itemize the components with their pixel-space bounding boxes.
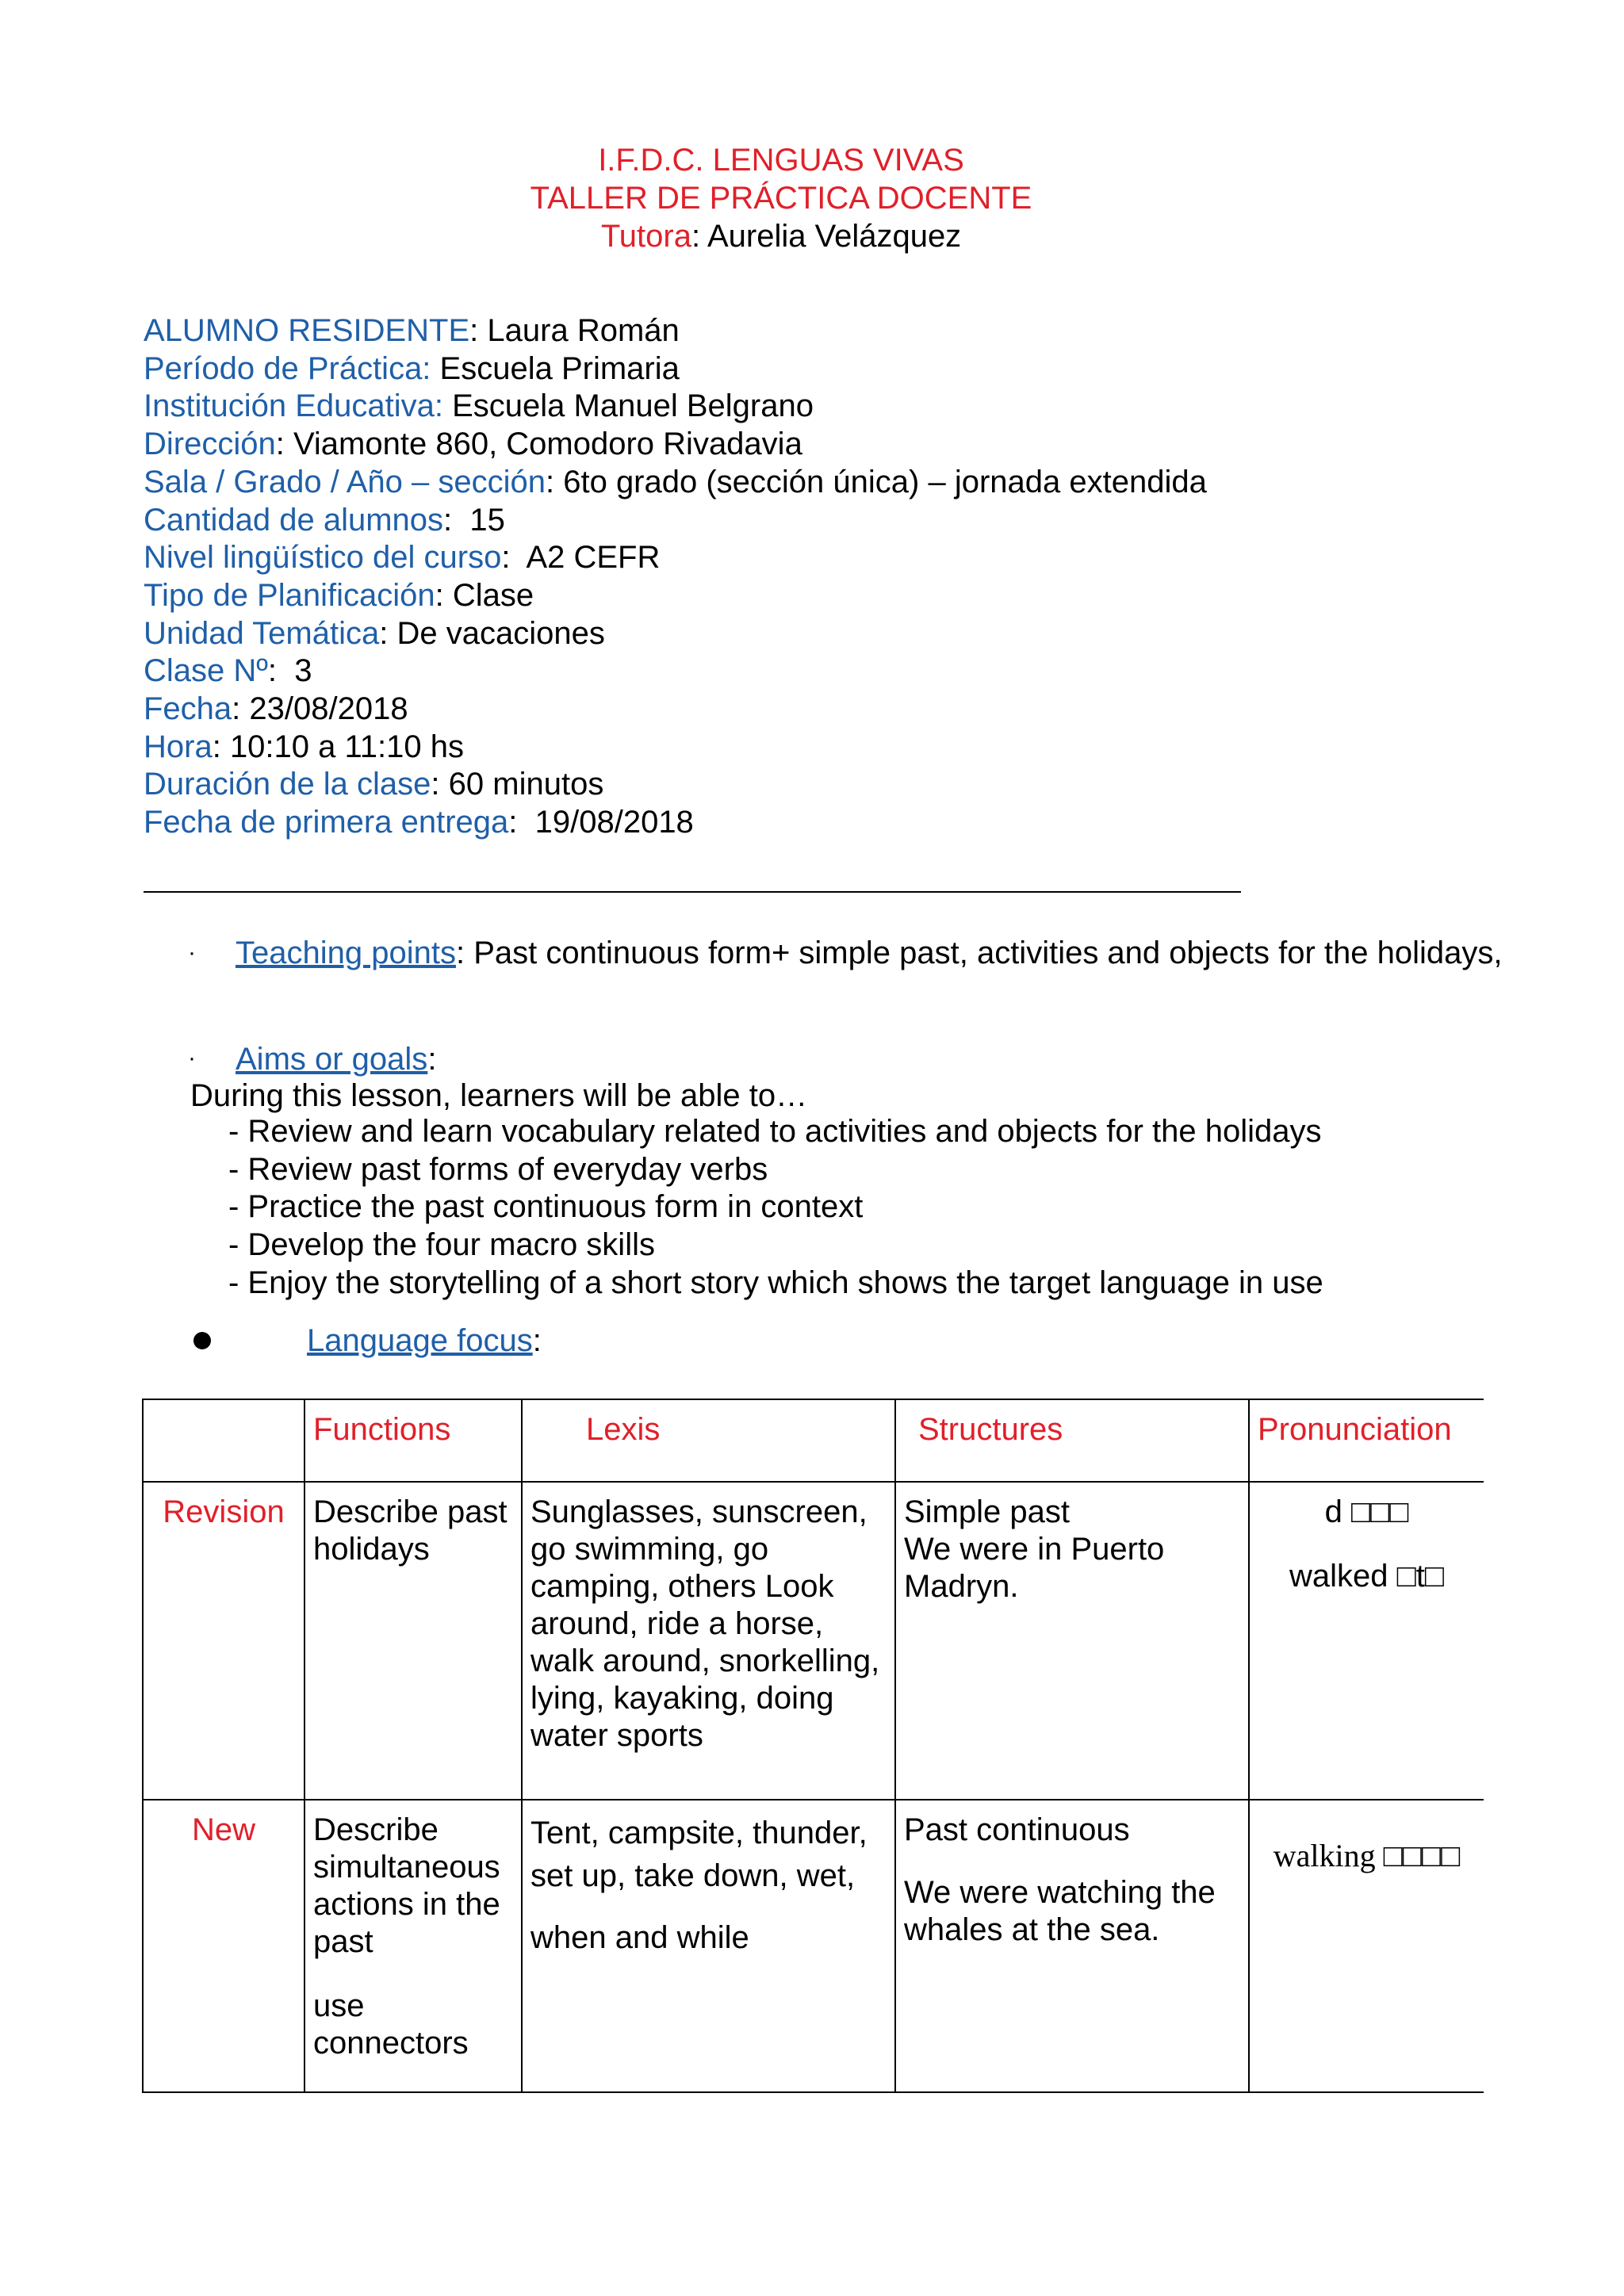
info-value: 15 bbox=[469, 502, 505, 538]
teaching-points-label: Teaching points bbox=[236, 936, 456, 970]
info-separator: : bbox=[545, 464, 564, 499]
info-row bbox=[144, 729, 1207, 767]
aims-heading bbox=[236, 1040, 436, 1078]
info-value: Viamonte 860, Comodoro Rivadavia bbox=[293, 427, 802, 462]
info-separator bbox=[443, 388, 452, 423]
new-lexis-connectors: when and while bbox=[530, 1920, 749, 1955]
info-value: 19/08/2018 bbox=[534, 805, 694, 840]
revision-lexis: Sunglasses, sunscreen, go swimming, go camping, others Look around, ride a horse, walk around, snorkelling, lying, kayaking, doing water sports bbox=[522, 1482, 895, 1800]
institute-title: I.F.D.C. LENGUAS VIVAS bbox=[598, 143, 964, 178]
info-row bbox=[144, 691, 1207, 729]
info-label: Institución Educativa: bbox=[144, 388, 443, 424]
info-label: ALUMNO RESIDENTE bbox=[144, 313, 470, 348]
info-separator: : bbox=[275, 427, 293, 462]
info-value: 6to grado (sección única) – jornada extendida bbox=[563, 464, 1207, 499]
language-focus-label: Language focus bbox=[307, 1323, 533, 1358]
info-label: Período de Práctica: bbox=[144, 350, 431, 386]
header-pronunciation: Pronunciation bbox=[1249, 1399, 1484, 1482]
info-value: 23/08/2018 bbox=[249, 691, 408, 727]
revision-structures bbox=[895, 1482, 1249, 1800]
new-functions-describe: Describe simultaneous actions in the past bbox=[313, 1812, 500, 1959]
workshop-title: TALLER DE PRÁCTICA DOCENTE bbox=[530, 181, 1032, 216]
tutor-label: Tutora bbox=[600, 219, 691, 254]
revision-label: Revision bbox=[143, 1482, 304, 1800]
info-separator: : bbox=[267, 653, 295, 689]
table-header-row bbox=[143, 1399, 1484, 1482]
new-structures bbox=[895, 1800, 1249, 2092]
language-focus-colon: : bbox=[532, 1323, 542, 1358]
info-label: Nivel lingüístico del curso bbox=[144, 540, 502, 576]
new-structure-example: We were watching the whales at the sea. bbox=[904, 1875, 1216, 1947]
info-value: Escuela Manuel Belgrano bbox=[452, 388, 814, 424]
new-functions bbox=[304, 1800, 522, 2092]
goal-item: - Develop the four macro skills bbox=[228, 1227, 655, 1263]
new-structure-name: Past continuous bbox=[904, 1812, 1130, 1847]
info-row bbox=[144, 312, 1207, 350]
header-cell-empty bbox=[143, 1399, 304, 1482]
header-functions: Functions bbox=[304, 1399, 522, 1482]
info-value: 3 bbox=[294, 653, 312, 689]
table-row bbox=[143, 1800, 1484, 2092]
info-row bbox=[144, 464, 1207, 502]
new-lexis bbox=[522, 1800, 895, 2092]
info-separator: : bbox=[501, 540, 527, 576]
revision-structure-name: Simple past bbox=[904, 1494, 1070, 1529]
info-row bbox=[144, 615, 1207, 653]
revision-structure-example: We were in Puerto Madryn. bbox=[904, 1532, 1165, 1604]
document-header bbox=[0, 141, 1562, 255]
goal-item: - Review and learn vocabulary related to activities and objects for the holidays bbox=[228, 1114, 1322, 1149]
aims-label: Aims or goals bbox=[236, 1042, 428, 1077]
info-label: Tipo de Planificación bbox=[144, 577, 435, 613]
info-value: 10:10 a 11:10 hs bbox=[229, 729, 464, 764]
info-label: Hora bbox=[144, 729, 213, 764]
language-focus-heading bbox=[307, 1322, 542, 1360]
new-functions-connectors: use connectors bbox=[313, 1988, 469, 2061]
info-value: Escuela Primaria bbox=[439, 350, 680, 386]
info-value: Laura Román bbox=[487, 313, 680, 348]
goal-item: - Review past forms of everyday verbs bbox=[228, 1151, 768, 1187]
goals-list bbox=[228, 1113, 1323, 1303]
info-row bbox=[144, 766, 1207, 804]
info-separator: : bbox=[212, 729, 230, 764]
info-label: Fecha bbox=[144, 691, 232, 727]
teaching-points-text: : Past continuous form+ simple past, activities and objects for the holidays, bbox=[455, 936, 1503, 970]
new-pronunciation bbox=[1249, 1800, 1484, 2092]
info-row bbox=[144, 388, 1207, 426]
info-row bbox=[144, 539, 1207, 577]
revision-functions: Describe past holidays bbox=[304, 1482, 522, 1800]
info-label: Dirección bbox=[144, 427, 276, 462]
aims-colon: : bbox=[427, 1042, 437, 1077]
lesson-info bbox=[144, 312, 1207, 842]
info-row bbox=[144, 350, 1207, 388]
info-label: Unidad Temática bbox=[144, 615, 380, 651]
tutor-name: Aurelia Velázquez bbox=[707, 219, 962, 254]
info-separator bbox=[431, 351, 439, 386]
info-separator: : bbox=[435, 577, 453, 613]
new-lexis-words: Tent, campsite, thunder, set up, take down, wet, bbox=[530, 1816, 868, 1893]
info-label: Duración de la clase bbox=[144, 767, 431, 802]
info-separator: : bbox=[443, 502, 470, 538]
info-separator: : bbox=[431, 767, 449, 802]
table-row bbox=[143, 1482, 1484, 1800]
tutor-line: Tutora: Aurelia Velázquez bbox=[600, 219, 962, 254]
bullet-language-focus bbox=[193, 1332, 211, 1349]
header-lexis: Lexis bbox=[522, 1399, 895, 1482]
info-separator: : bbox=[379, 615, 397, 651]
info-value: 60 minutos bbox=[448, 767, 604, 802]
info-row bbox=[144, 652, 1207, 691]
divider-line bbox=[144, 891, 1241, 893]
pron-walked: walked □t□ bbox=[1289, 1559, 1445, 1594]
info-separator: : bbox=[508, 805, 535, 840]
info-value: De vacaciones bbox=[396, 615, 605, 651]
info-row bbox=[144, 502, 1207, 540]
info-row bbox=[144, 577, 1207, 615]
language-focus-table bbox=[142, 1399, 1484, 2093]
info-label: Clase Nº bbox=[144, 653, 268, 689]
new-label: New bbox=[143, 1800, 304, 2092]
bullet-aims: · bbox=[188, 1045, 196, 1071]
aims-intro: During this lesson, learners will be able to… bbox=[190, 1078, 808, 1113]
revision-pronunciation bbox=[1249, 1482, 1484, 1800]
header-structures: Structures bbox=[895, 1399, 1249, 1482]
goal-item: - Enjoy the storytelling of a short story which shows the target language in use bbox=[228, 1265, 1323, 1300]
info-row bbox=[144, 804, 1207, 842]
info-label: Cantidad de alumnos bbox=[144, 502, 444, 538]
info-value: A2 CEFR bbox=[526, 540, 661, 576]
info-label: Sala / Grado / Año – sección bbox=[144, 464, 546, 499]
info-row bbox=[144, 426, 1207, 464]
info-value: Clase bbox=[452, 577, 534, 613]
goal-item: - Practice the past continuous form in context bbox=[228, 1189, 864, 1225]
info-label: Fecha de primera entrega bbox=[144, 805, 509, 840]
bullet-teaching-points: · bbox=[188, 939, 196, 966]
pron-walking: walking □□□□ bbox=[1273, 1838, 1461, 1873]
pron-d: d □□□ bbox=[1324, 1494, 1409, 1529]
teaching-points bbox=[236, 934, 1532, 972]
info-separator: : bbox=[469, 313, 488, 348]
info-separator: : bbox=[232, 691, 250, 727]
